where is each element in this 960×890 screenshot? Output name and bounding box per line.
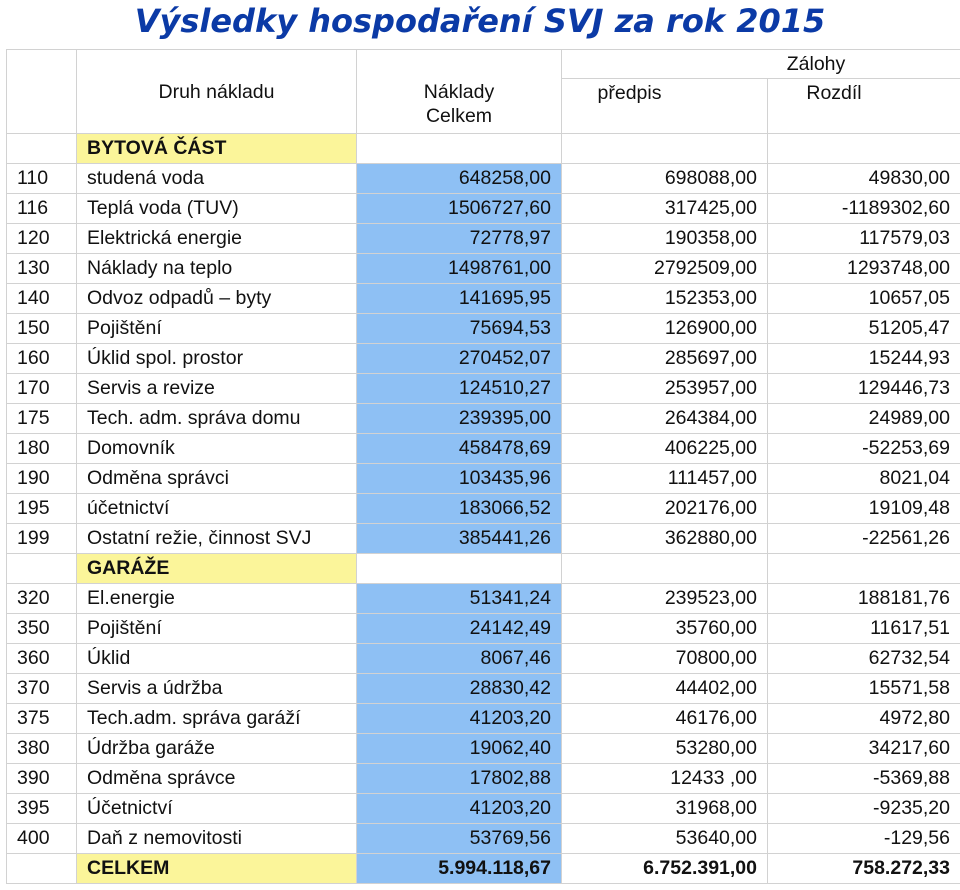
cost-code: 360 [7, 644, 77, 674]
cost-code: 175 [7, 404, 77, 434]
table-row [7, 494, 960, 524]
table-row [7, 614, 960, 644]
cost-code: 180 [7, 434, 77, 464]
naklady-value: 17802,88 [357, 764, 562, 794]
table-row [7, 734, 960, 764]
cost-name: Údržba garáže [77, 734, 357, 764]
section-empty-cell [562, 134, 768, 164]
section-empty-cell [7, 134, 77, 164]
predpis-value: 285697,00 [562, 344, 768, 374]
total-empty-cell [7, 854, 77, 884]
total-rozdil: 758.272,33 [768, 854, 960, 884]
section-empty-cell [768, 134, 960, 164]
cost-code: 350 [7, 614, 77, 644]
cost-code: 110 [7, 164, 77, 194]
rozdil-value: -52253,69 [768, 434, 960, 464]
header-rozdil [768, 79, 960, 134]
table-row [7, 794, 960, 824]
cost-name: Pojištění [77, 614, 357, 644]
naklady-value: 24142,49 [357, 614, 562, 644]
predpis-value: 44402,00 [562, 674, 768, 704]
section-header-row [7, 554, 960, 584]
rozdil-value: 51205,47 [768, 314, 960, 344]
rozdil-value: 117579,03 [768, 224, 960, 254]
cost-name: Úklid spol. prostor [77, 344, 357, 374]
naklady-value: 103435,96 [357, 464, 562, 494]
rozdil-value: 10657,05 [768, 284, 960, 314]
rozdil-value: 19109,48 [768, 494, 960, 524]
section-title: GARÁŽE [77, 554, 357, 584]
header-naklady-line1: Náklady [423, 81, 495, 103]
cost-code: 190 [7, 464, 77, 494]
predpis-value: 53640,00 [562, 824, 768, 854]
cost-name: Servis a údržba [77, 674, 357, 704]
cost-name: Pojištění [77, 314, 357, 344]
cost-code: 199 [7, 524, 77, 554]
section-empty-cell [357, 134, 562, 164]
table-row [7, 284, 960, 314]
header-druh-nakladu [77, 50, 357, 134]
cost-name: Daň z nemovitosti [77, 824, 357, 854]
cost-code: 120 [7, 224, 77, 254]
cost-code: 116 [7, 194, 77, 224]
cost-name: Ostatní režie, činnost SVJ [77, 524, 357, 554]
header-naklady-line2: Celkem [425, 105, 493, 127]
rozdil-value: -22561,26 [768, 524, 960, 554]
predpis-value: 12433 ,00 [562, 764, 768, 794]
naklady-value: 1498761,00 [357, 254, 562, 284]
rozdil-value: -5369,88 [768, 764, 960, 794]
header-naklady-celkem [357, 50, 562, 134]
naklady-value: 270452,07 [357, 344, 562, 374]
cost-code: 130 [7, 254, 77, 284]
naklady-value: 124510,27 [357, 374, 562, 404]
naklady-value: 239395,00 [357, 404, 562, 434]
total-predpis: 6.752.391,00 [562, 854, 768, 884]
naklady-value: 8067,46 [357, 644, 562, 674]
cost-name: studená voda [77, 164, 357, 194]
predpis-value: 239523,00 [562, 584, 768, 614]
predpis-value: 152353,00 [562, 284, 768, 314]
predpis-value: 698088,00 [562, 164, 768, 194]
predpis-value: 111457,00 [562, 464, 768, 494]
cost-name: Náklady na teplo [77, 254, 357, 284]
naklady-value: 41203,20 [357, 794, 562, 824]
table-row [7, 224, 960, 254]
rozdil-value: 34217,60 [768, 734, 960, 764]
cost-code: 170 [7, 374, 77, 404]
header-druh-label: Druh nákladu [158, 81, 275, 103]
cost-name: Teplá voda (TUV) [77, 194, 357, 224]
table-row [7, 434, 960, 464]
rozdil-value: 15571,58 [768, 674, 960, 704]
table-row [7, 584, 960, 614]
naklady-value: 1506727,60 [357, 194, 562, 224]
table-row [7, 404, 960, 434]
rozdil-value: 8021,04 [768, 464, 960, 494]
naklady-value: 648258,00 [357, 164, 562, 194]
cost-code: 150 [7, 314, 77, 344]
cost-code: 160 [7, 344, 77, 374]
table-row [7, 344, 960, 374]
cost-code: 380 [7, 734, 77, 764]
predpis-value: 35760,00 [562, 614, 768, 644]
header-zalohy-label: Zálohy [786, 53, 846, 75]
table-row [7, 764, 960, 794]
cost-code: 375 [7, 704, 77, 734]
cost-name: Odvoz odpadů – byty [77, 284, 357, 314]
rozdil-value: -1189302,60 [768, 194, 960, 224]
header-rozdil-label: Rozdíl [806, 82, 862, 104]
section-title: BYTOVÁ ČÁST [77, 134, 357, 164]
predpis-value: 70800,00 [562, 644, 768, 674]
table-row [7, 464, 960, 494]
cost-name: El.energie [77, 584, 357, 614]
table-row [7, 824, 960, 854]
section-empty-cell [7, 554, 77, 584]
header-zalohy [562, 50, 960, 79]
cost-name: Odměna správce [77, 764, 357, 794]
predpis-value: 362880,00 [562, 524, 768, 554]
naklady-value: 385441,26 [357, 524, 562, 554]
cost-code: 195 [7, 494, 77, 524]
rozdil-value: 188181,76 [768, 584, 960, 614]
rozdil-value: 15244,93 [768, 344, 960, 374]
predpis-value: 190358,00 [562, 224, 768, 254]
table-row [7, 524, 960, 554]
rozdil-value: 4972,80 [768, 704, 960, 734]
predpis-value: 317425,00 [562, 194, 768, 224]
table-row [7, 644, 960, 674]
predpis-value: 202176,00 [562, 494, 768, 524]
naklady-value: 141695,95 [357, 284, 562, 314]
table-row [7, 164, 960, 194]
naklady-value: 458478,69 [357, 434, 562, 464]
predpis-value: 264384,00 [562, 404, 768, 434]
naklady-value: 183066,52 [357, 494, 562, 524]
cost-code: 395 [7, 794, 77, 824]
header-predpis-label: předpis [597, 82, 662, 104]
cost-name: Odměna správci [77, 464, 357, 494]
cost-name: Účetnictví [77, 794, 357, 824]
naklady-value: 53769,56 [357, 824, 562, 854]
predpis-value: 46176,00 [562, 704, 768, 734]
results-table [6, 49, 960, 884]
cost-code: 370 [7, 674, 77, 704]
naklady-value: 51341,24 [357, 584, 562, 614]
table-row [7, 374, 960, 404]
total-label: CELKEM [77, 854, 357, 884]
cost-code: 320 [7, 584, 77, 614]
naklady-value: 72778,97 [357, 224, 562, 254]
cost-name: Servis a revize [77, 374, 357, 404]
cost-name: Elektrická energie [77, 224, 357, 254]
rozdil-value: 1293748,00 [768, 254, 960, 284]
section-header-row [7, 134, 960, 164]
cost-name: Tech.adm. správa garáží [77, 704, 357, 734]
cost-code: 400 [7, 824, 77, 854]
predpis-value: 253957,00 [562, 374, 768, 404]
naklady-value: 28830,42 [357, 674, 562, 704]
predpis-value: 126900,00 [562, 314, 768, 344]
section-empty-cell [562, 554, 768, 584]
naklady-value: 19062,40 [357, 734, 562, 764]
table-row [7, 704, 960, 734]
cost-name: Domovník [77, 434, 357, 464]
cost-name: Tech. adm. správa domu [77, 404, 357, 434]
cost-name: účetnictví [77, 494, 357, 524]
total-naklady: 5.994.118,67 [357, 854, 562, 884]
cost-code: 390 [7, 764, 77, 794]
total-row [7, 854, 960, 884]
rozdil-value: -9235,20 [768, 794, 960, 824]
rozdil-value: -129,56 [768, 824, 960, 854]
cost-name: Úklid [77, 644, 357, 674]
predpis-value: 2792509,00 [562, 254, 768, 284]
header-predpis [562, 79, 768, 134]
predpis-value: 406225,00 [562, 434, 768, 464]
cost-code: 140 [7, 284, 77, 314]
rozdil-value: 49830,00 [768, 164, 960, 194]
section-empty-cell [768, 554, 960, 584]
table-row [7, 254, 960, 284]
table-row [7, 314, 960, 344]
table-row [7, 674, 960, 704]
naklady-value: 75694,53 [357, 314, 562, 344]
predpis-value: 53280,00 [562, 734, 768, 764]
table-row [7, 194, 960, 224]
header-row-group [7, 50, 960, 79]
rozdil-value: 11617,51 [768, 614, 960, 644]
rozdil-value: 129446,73 [768, 374, 960, 404]
section-empty-cell [357, 554, 562, 584]
header-empty-cell [7, 50, 77, 134]
naklady-value: 41203,20 [357, 704, 562, 734]
rozdil-value: 24989,00 [768, 404, 960, 434]
rozdil-value: 62732,54 [768, 644, 960, 674]
page-title: Výsledky hospodaření SVJ za rok 2015 [134, 2, 826, 40]
predpis-value: 31968,00 [562, 794, 768, 824]
